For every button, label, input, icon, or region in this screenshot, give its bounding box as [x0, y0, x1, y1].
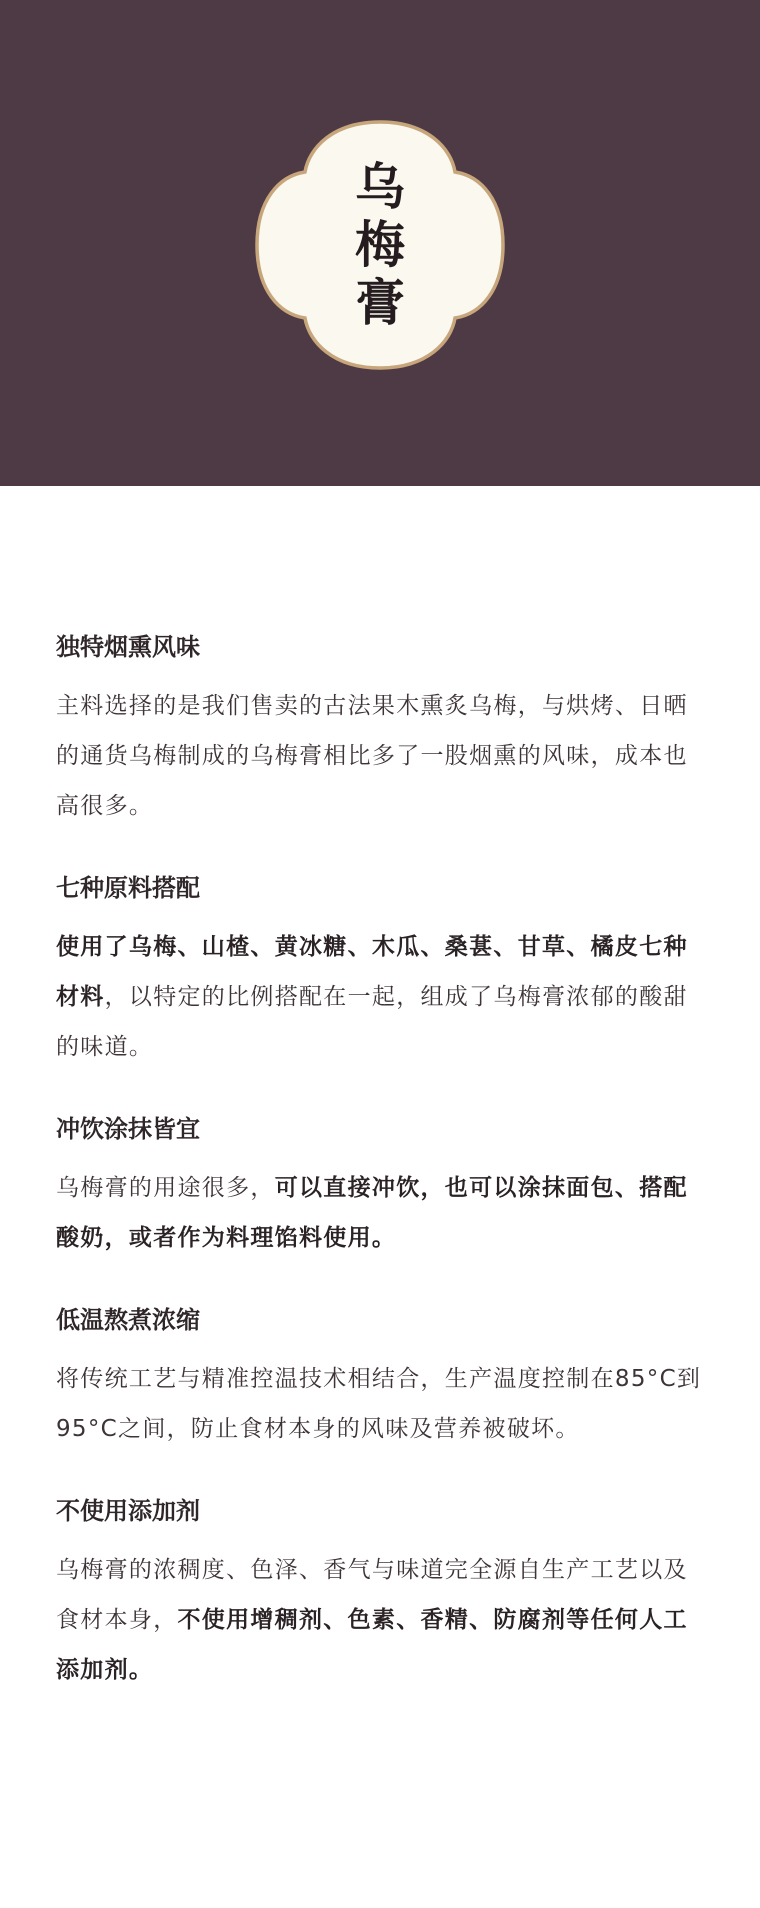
feature-section-smoky-flavor: [56, 630, 706, 831]
body-text-bold: 不使用增稠剂、色素、香精、防腐剂等任何人工添加剂。: [56, 1607, 688, 1683]
section-heading: 独特烟熏风味: [56, 633, 200, 661]
section-heading: 七种原料搭配: [56, 874, 200, 902]
body-text: 乌梅膏的用途很多，: [56, 1175, 275, 1201]
section-heading: 不使用添加剂: [56, 1497, 200, 1525]
section-body: [56, 1545, 706, 1695]
feature-section-usage: [56, 1112, 706, 1263]
title-char: 梅: [355, 215, 405, 274]
section-body: [56, 1354, 706, 1454]
feature-section-low-temperature: [56, 1303, 706, 1454]
feature-section-seven-ingredients: [56, 871, 706, 1072]
section-body: [56, 922, 706, 1072]
section-body: [56, 681, 706, 831]
body-text-bold: 使用了乌梅、山楂、黄冰糖、木瓜、桑葚、甘草、橘皮七种材料: [56, 934, 688, 1010]
body-text-bold: 可以直接冲饮，也可以涂抹面包、搭配酸奶，或者作为料理馅料使用。: [56, 1175, 688, 1251]
title-char: 膏: [355, 273, 405, 332]
section-heading: 冲饮涂抹皆宜: [56, 1115, 200, 1143]
title-badge: [249, 114, 511, 376]
section-heading: 低温熬煮浓缩: [56, 1306, 200, 1334]
product-title: [249, 158, 511, 332]
body-text: ，以特定的比例搭配在一起，组成了乌梅膏浓郁的酸甜的味道。: [56, 984, 688, 1060]
feature-list: [56, 630, 706, 1735]
body-text: 乌梅膏的浓稠度、色泽、香气与味道完全源自生产工艺以及食材本身，: [56, 1557, 688, 1633]
section-body: [56, 1163, 706, 1263]
body-text: 主料选择的是我们售卖的古法果木熏炙乌梅，与烘烤、日晒的通货乌梅制成的乌梅膏相比多了一股烟熏的风味，成本也高很多。: [56, 693, 688, 819]
title-char: 乌: [355, 157, 405, 216]
hero-banner: [0, 0, 760, 486]
feature-section-no-additives: [56, 1494, 706, 1695]
body-text: 将传统工艺与精准控温技术相结合，生产温度控制在85°C到95°C之间，防止食材本身的风味及营养被破坏。: [56, 1366, 702, 1442]
